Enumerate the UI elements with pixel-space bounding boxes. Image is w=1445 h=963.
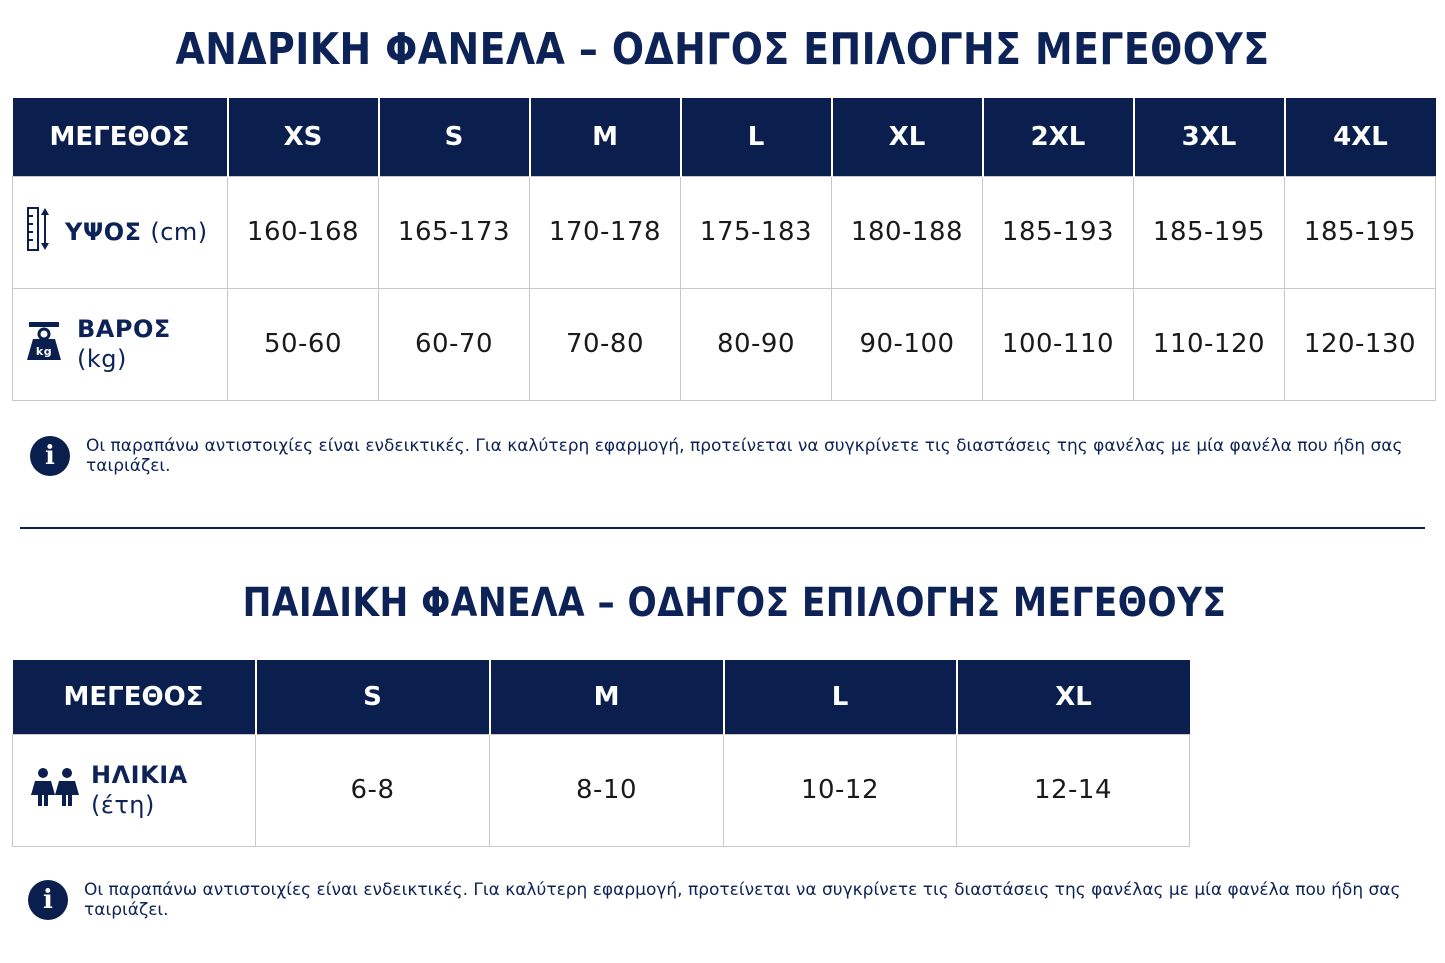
size-header-cell: S — [379, 98, 530, 176]
weight-cell: 120-130 — [1285, 288, 1436, 400]
weight-icon — [25, 321, 63, 368]
age-cell: 10-12 — [724, 734, 957, 846]
kids-fit-note — [28, 880, 1445, 920]
size-header-cell: L — [724, 660, 957, 734]
height-row-label — [13, 176, 228, 288]
age-row — [13, 734, 1190, 846]
men-header-row — [13, 98, 1436, 176]
height-cell: 165-173 — [379, 176, 530, 288]
age-label: ΗΛΙΚΙΑ — [91, 761, 188, 789]
weight-cell: 70-80 — [530, 288, 681, 400]
size-header-label: ΜΕΓΕΘΟΣ — [13, 660, 256, 734]
weight-label: ΒΑΡΟΣ — [77, 315, 171, 343]
children-icon — [31, 767, 79, 814]
size-header-cell: L — [681, 98, 832, 176]
weight-cell: 90-100 — [832, 288, 983, 400]
weight-row-label — [13, 288, 228, 400]
size-header-cell: XL — [832, 98, 983, 176]
height-cell: 185-195 — [1285, 176, 1436, 288]
weight-cell: 110-120 — [1134, 288, 1285, 400]
weight-unit: (kg) — [77, 345, 127, 373]
kids-header-row — [13, 660, 1190, 734]
size-header-cell: XL — [957, 660, 1190, 734]
height-label: ΥΨΟΣ — [65, 218, 142, 246]
kids-size-guide-title: ΠΑΙΔΙΚΗ ΦΑΝΕΛΑ – ΟΔΗΓΟΣ ΕΠΙΛΟΓΗΣ ΜΕΓΕΘΟΥΣ — [242, 580, 1227, 626]
age-cell: 8-10 — [490, 734, 724, 846]
kids-note-text: Οι παραπάνω αντιστοιχίες είναι ενδεικτικές. Για καλύτερη εφαρμογή, προτείνεται να συγκρίνετε τις διαστάσεις της φανέλας με μία φανέλα που ήδη σας ταιριάζει. — [84, 880, 1401, 920]
size-header-cell: XS — [228, 98, 379, 176]
weight-cell: 50-60 — [228, 288, 379, 400]
height-cell: 180-188 — [832, 176, 983, 288]
size-header-label: ΜΕΓΕΘΟΣ — [13, 98, 228, 176]
size-header-cell: M — [490, 660, 724, 734]
height-unit: (cm) — [150, 218, 208, 246]
height-cell: 160-168 — [228, 176, 379, 288]
weight-cell: 80-90 — [681, 288, 832, 400]
size-header-cell: 4XL — [1285, 98, 1436, 176]
age-cell: 12-14 — [957, 734, 1190, 846]
age-cell: 6-8 — [256, 734, 490, 846]
weight-cell: 60-70 — [379, 288, 530, 400]
height-row — [13, 176, 1436, 288]
height-cell: 170-178 — [530, 176, 681, 288]
men-fit-note — [30, 436, 1445, 476]
height-cell: 185-193 — [983, 176, 1134, 288]
size-header-cell: S — [256, 660, 490, 734]
info-icon: i — [28, 880, 68, 920]
weight-row — [13, 288, 1436, 400]
size-header-cell: 3XL — [1134, 98, 1285, 176]
info-icon: i — [30, 436, 70, 476]
men-note-text: Οι παραπάνω αντιστοιχίες είναι ενδεικτικές. Για καλύτερη εφαρμογή, προτείνεται να συγκρίνετε τις διαστάσεις της φανέλας με μία φανέλα που ήδη σας ταιριάζει. — [86, 436, 1403, 476]
weight-cell: 100-110 — [983, 288, 1134, 400]
age-row-label — [13, 734, 256, 846]
kids-size-table — [12, 660, 1190, 847]
men-size-guide-title: ΑΝΔΡΙΚΗ ΦΑΝΕΛΑ – ΟΔΗΓΟΣ ΕΠΙΛΟΓΗΣ ΜΕΓΕΘΟΥΣ — [175, 24, 1270, 75]
section-divider — [20, 527, 1425, 529]
size-header-cell: M — [530, 98, 681, 176]
age-unit: (έτη) — [91, 791, 155, 819]
size-header-cell: 2XL — [983, 98, 1134, 176]
svg-text:kg: kg — [35, 344, 53, 358]
men-size-table — [12, 98, 1436, 401]
height-ruler-icon — [25, 206, 51, 259]
height-cell: 185-195 — [1134, 176, 1285, 288]
height-cell: 175-183 — [681, 176, 832, 288]
